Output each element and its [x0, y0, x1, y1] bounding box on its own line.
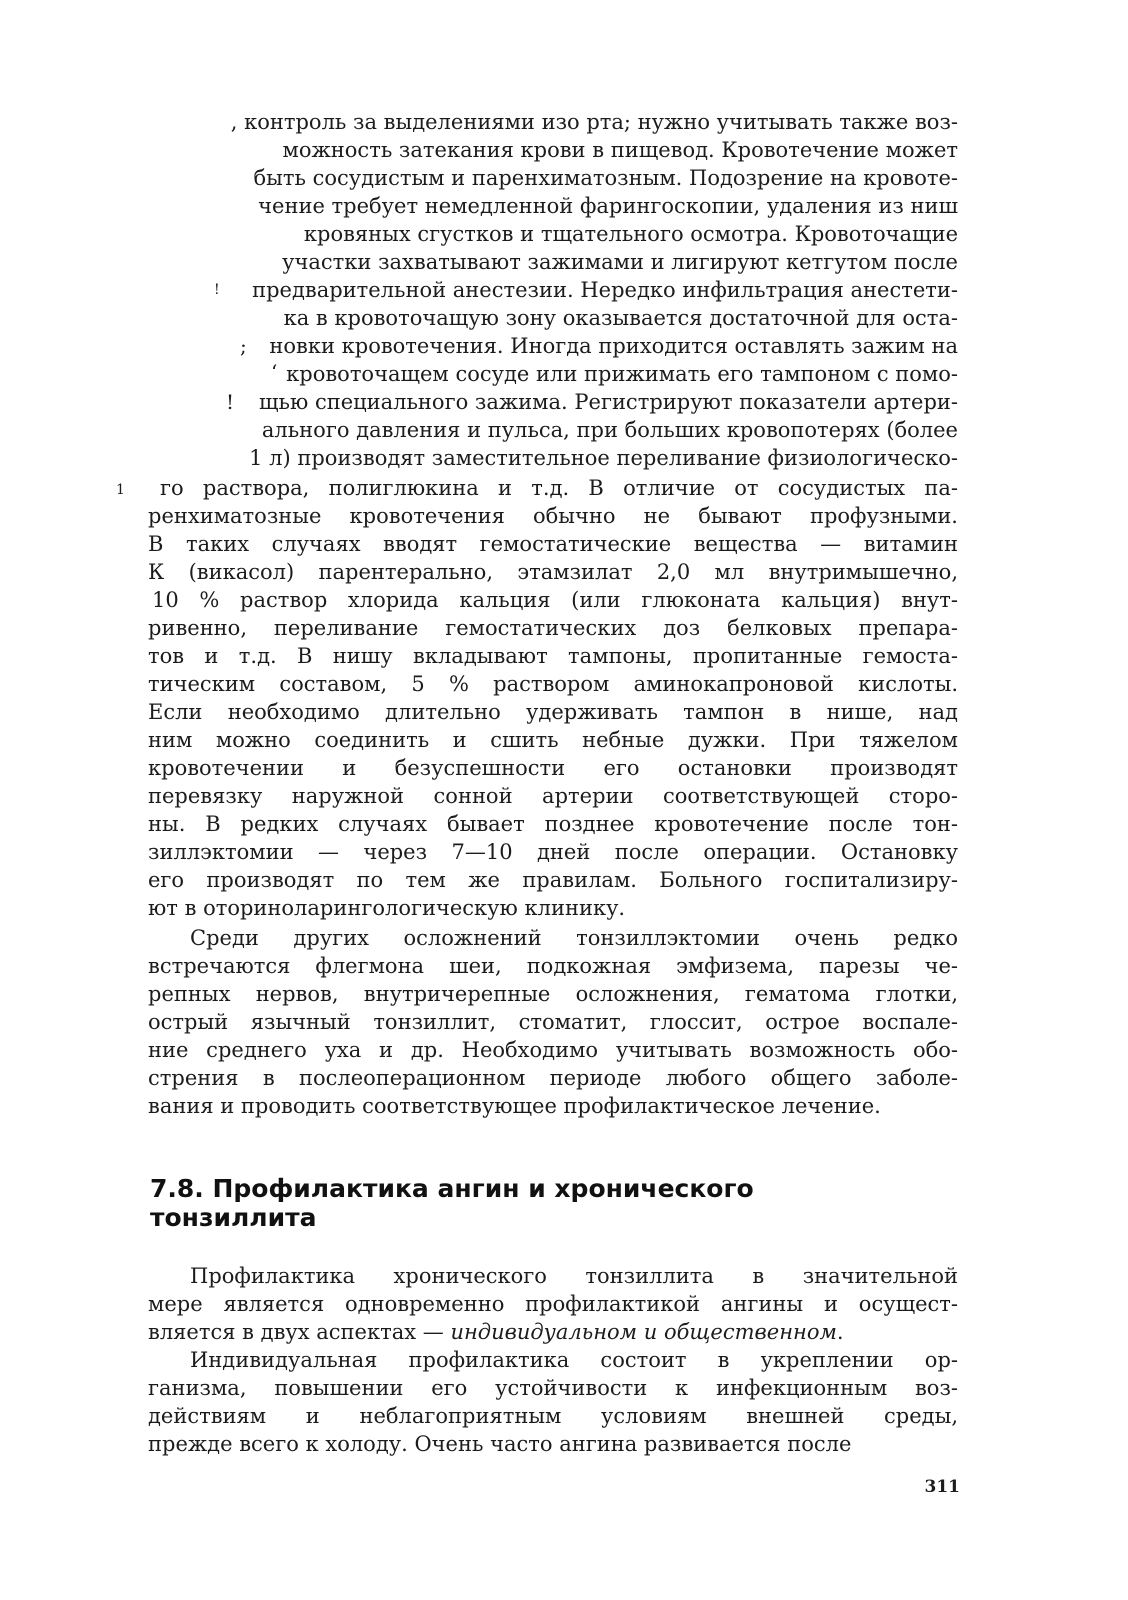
- text-line: 1 л) производят заместительное переливание физиологическо-: [249, 446, 958, 470]
- text-line: перевязку наружной сонной артерии соответствующей сторо-: [148, 784, 958, 808]
- margin-mark: ;: [240, 334, 247, 358]
- margin-mark: !: [226, 390, 235, 414]
- text-line: острый язычный тонзиллит, стоматит, глоссит, острое воспале-: [148, 1010, 958, 1034]
- text-line: щью специального зажима. Регистрируют показатели артери-: [259, 390, 958, 414]
- section-heading: 7.8. Профилактика ангин и хронического: [150, 1174, 754, 1203]
- text-line: прежде всего к холоду. Очень часто ангина развивается после: [148, 1432, 852, 1456]
- text-line: В таких случаях вводят гемостатические вещества — витамин: [148, 532, 958, 556]
- italic-text: индивидуальном и общественном: [450, 1320, 837, 1344]
- text-line: стрения в послеоперационном периоде любого общего заболе-: [148, 1066, 958, 1090]
- text-line: К (викасол) парентерально, этамзилат 2,0 мл внутримышечно,: [148, 560, 958, 584]
- text-line: ним можно соединить и сшить небные дужки. При тяжелом: [148, 728, 958, 752]
- text-line: ганизма, повышении его устойчивости к инфекционным воз-: [148, 1376, 958, 1400]
- text-line: Индивидуальная профилактика состоит в укреплении ор-: [190, 1348, 958, 1372]
- text-line: Профилактика хронического тонзиллита в значительной: [190, 1264, 958, 1288]
- page-number: 311: [924, 1477, 960, 1497]
- text-line: зиллэктомии — через 7—10 дней после операции. Остановку: [148, 840, 958, 864]
- text-line: ального давления и пульса, при больших кровопотерях (более: [261, 418, 958, 442]
- text-line: тическим составом, 5 % раствором аминокапроновой кислоты.: [148, 672, 958, 696]
- margin-mark: 1: [116, 482, 125, 498]
- text-line: быть сосудистым и паренхиматозным. Подозрение на кровоте-: [253, 166, 958, 190]
- text-line: кровоточащем сосуде или прижимать его тампоном с помо-: [286, 362, 958, 386]
- text-line: новки кровотечения. Иногда приходится оставлять зажим на: [269, 334, 958, 358]
- text-line: тов и т.д. В нишу вкладывают тампоны, пропитанные гемоста-: [148, 644, 958, 668]
- text-line: 10 % раствор хлорида кальция (или глюконата кальция) внут-: [152, 588, 958, 612]
- text-line: го раствора, полиглюкина и т.д. В отличие от сосудистых па-: [160, 476, 958, 500]
- text-line: кровотечении и безуспешности его остановки производят: [148, 756, 958, 780]
- text-line: репных нервов, внутричерепные осложнения, гематома глотки,: [148, 982, 958, 1006]
- section-heading-continued: тонзиллита: [150, 1203, 317, 1232]
- text-line: ны. В редких случаях бывает позднее кровотечение после тон-: [148, 812, 958, 836]
- text-line: его производят по тем же правилам. Больного госпитализиру-: [148, 868, 958, 892]
- text-line: участки захватывают зажимами и лигируют кетгутом после: [282, 250, 958, 274]
- text-line: чение требует немедленной фарингоскопии, удаления из ниш: [258, 194, 958, 218]
- margin-mark: ‘: [271, 360, 278, 384]
- text-line: кровяных сгустков и тщательного осмотра. Кровоточащие: [303, 222, 958, 246]
- text-span: .: [836, 1320, 844, 1344]
- text-line: мере является одновременно профилактикой ангины и осущест-: [148, 1292, 958, 1316]
- text-span: вляется в двух аспектах —: [148, 1320, 451, 1344]
- text-line: встречаются флегмона шеи, подкожная эмфизема, парезы че-: [148, 954, 958, 978]
- text-line: вания и проводить соответствующее профилактическое лечение.: [148, 1094, 881, 1118]
- text-line: ривенно, переливание гемостатических доз белковых препара-: [148, 616, 958, 640]
- text-line: , контроль за выделениями изо рта; нужно учитывать также воз-: [230, 110, 958, 134]
- text-line: Если необходимо длительно удерживать тампон в нише, над: [148, 700, 958, 724]
- text-line: ренхиматозные кровотечения обычно не бывают профузными.: [148, 504, 958, 528]
- text-line: ка в кровоточащую зону оказывается достаточной для оста-: [283, 306, 958, 330]
- text-line: ние среднего уха и др. Необходимо учитывать возможность обо-: [148, 1038, 958, 1062]
- text-line: [148, 1318, 958, 1346]
- text-line: действиям и неблагоприятным условиям внешней среды,: [148, 1404, 958, 1428]
- text-line: Среди других осложнений тонзиллэктомии очень редко: [190, 926, 958, 950]
- text-line: ют в оториноларингологическую клинику.: [148, 896, 626, 920]
- text-line: можность затекания крови в пищевод. Кровотечение может: [282, 138, 958, 162]
- text-line: предварительной анестезии. Нередко инфильтрация анестети-: [252, 278, 958, 302]
- margin-mark: !: [214, 282, 220, 298]
